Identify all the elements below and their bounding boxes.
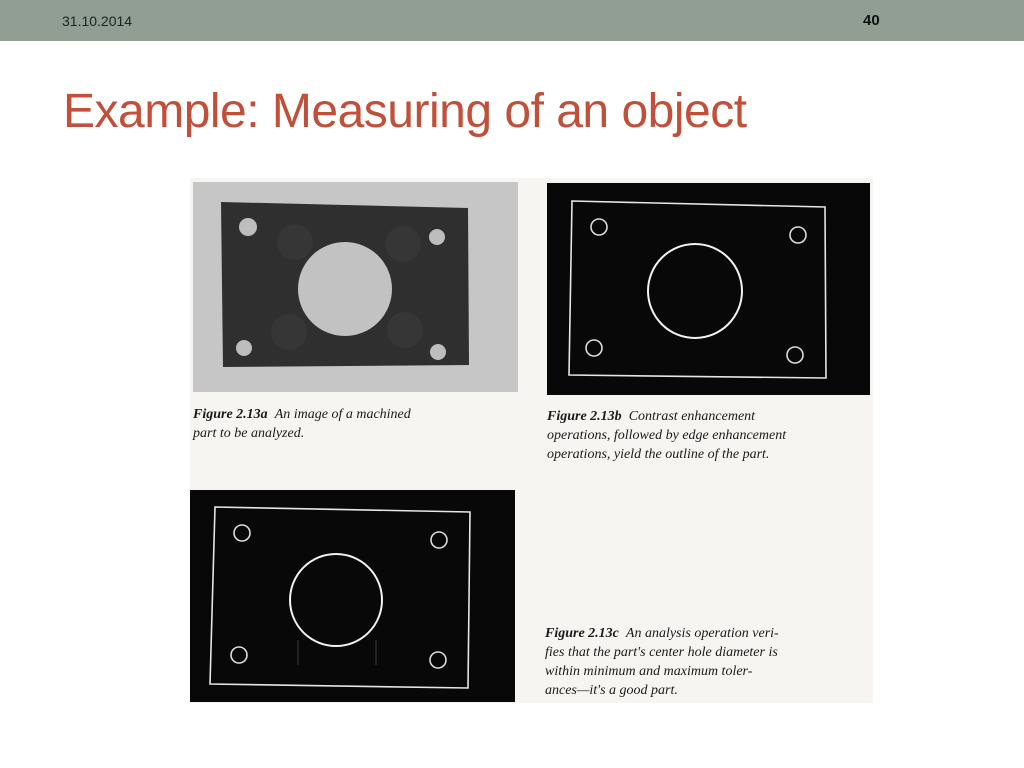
slide-page-number: 40 [863,12,880,29]
figure-2-13b-caption [547,407,872,464]
caption-line: Contrast enhancement [628,409,756,424]
header-bar [0,0,1024,41]
slide-date: 31.10.2014 [62,13,133,29]
caption-line: ances—it's a good part. [545,683,678,698]
caption-line: operations, yield the outline of the part. [547,447,770,462]
figure-2-13c-caption [545,624,870,700]
caption-line: fies that the part's center hole diameter is [545,645,778,660]
caption-line: operations, followed by edge enhancement [547,428,787,443]
figure-2-13c-image [190,490,515,702]
slide-title: Example: Measuring of an object [63,85,747,138]
caption-line: An image of a machined [274,407,411,422]
figure-label: Figure 2.13c [545,626,619,641]
figure-2-13b-image [547,183,870,395]
caption-line: An analysis operation veri- [625,626,779,641]
caption-line: within minimum and maximum toler- [545,664,753,679]
figure-label: Figure 2.13b [547,409,622,424]
caption-line: part to be analyzed. [193,426,305,441]
figure-2-13a-caption [193,405,523,443]
figure-label: Figure 2.13a [193,407,268,422]
figure-2-13a-image [193,182,518,392]
